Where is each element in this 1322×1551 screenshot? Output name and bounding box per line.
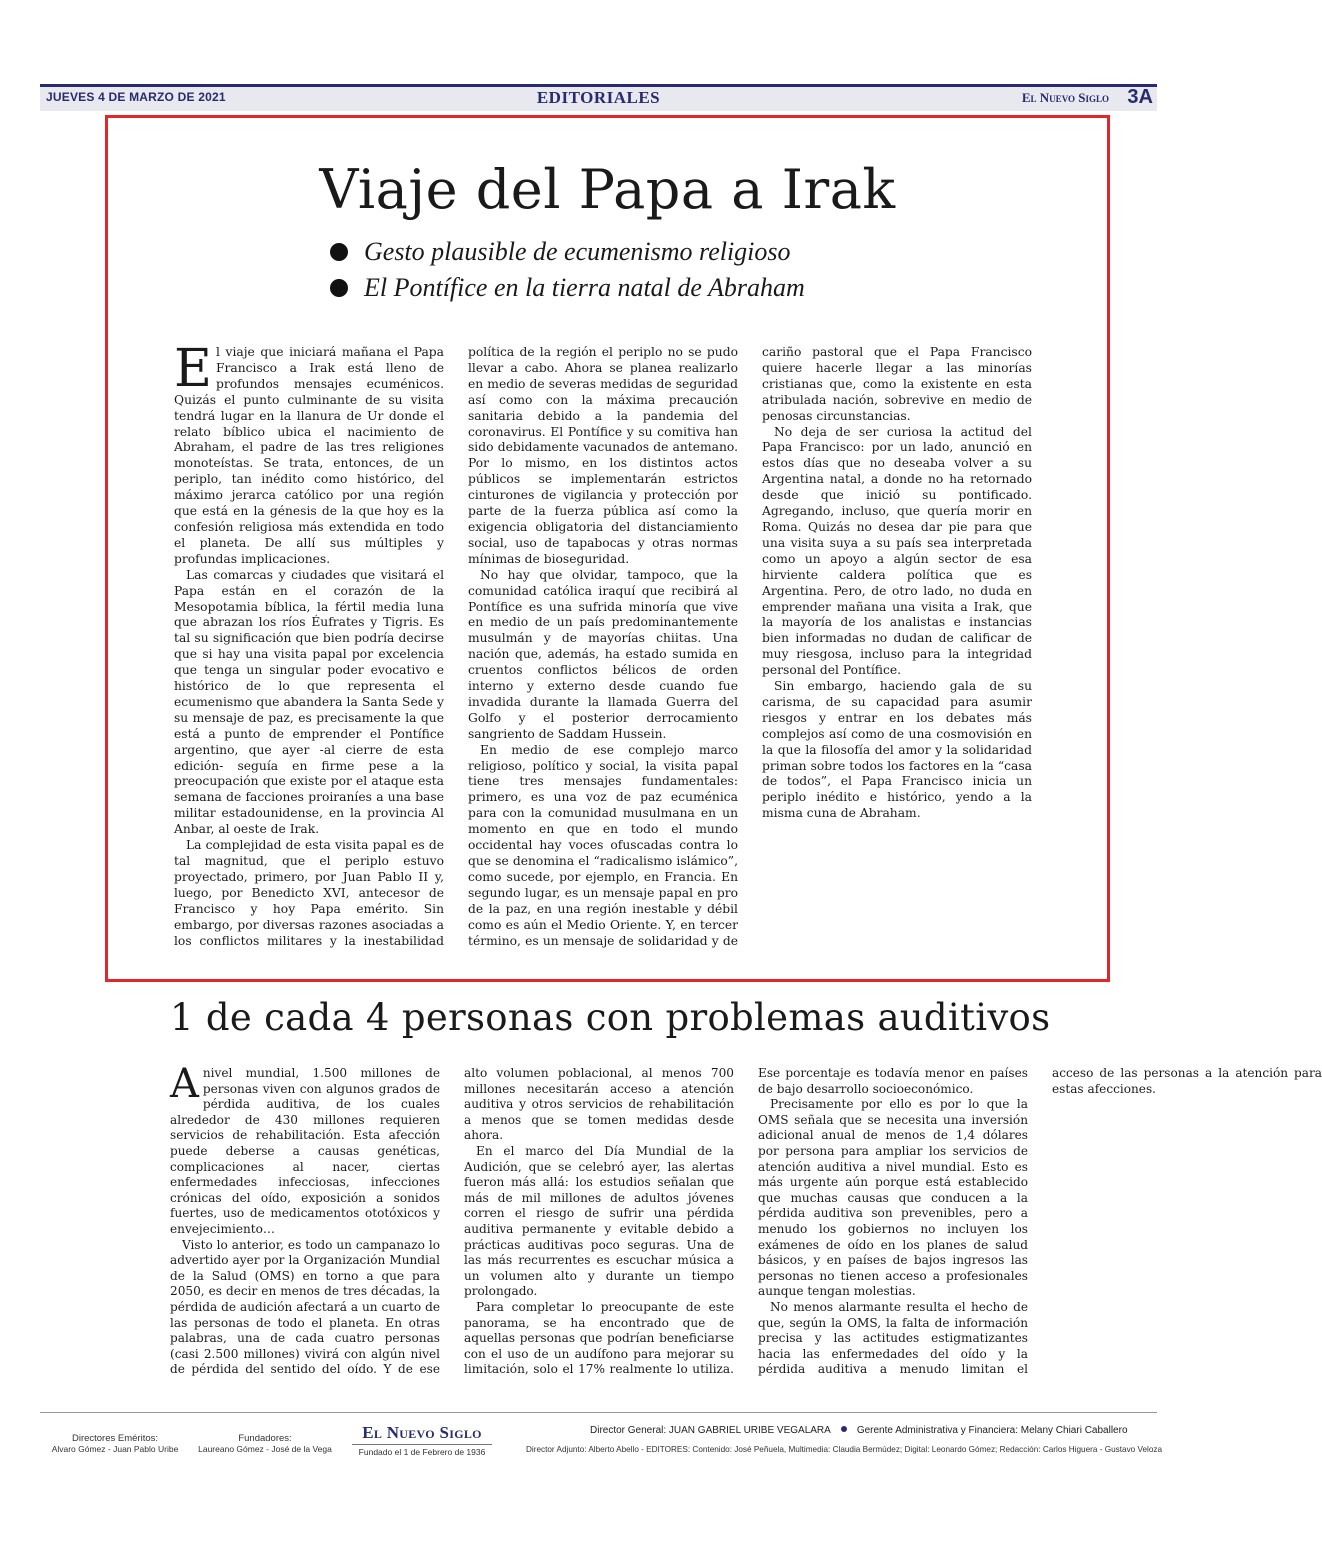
article-paragraph: Precisamente por ello es por lo que la OMS señala que se necesita una inversión adicional anual de menos de 1,4 dólares por persona para ampliar los servicios de atención auditiva a nivel mundial. Esto es más urgente aún porque está establecido que muchas causas que conducen a la pérdida auditiva son prevenibles, pero a menudo los gobiernos no incluyen los exámenes de oído en los planes de salud básicos, y en países de bajos ingresos las personas no tienen acceso a profesionales aunque tengan molestias. — [758, 1097, 1028, 1299]
editorial-bullets — [330, 234, 805, 306]
editorial-paragraph: No hay que olvidar, tampoco, que la comunidad católica iraquí que recibirá al Pontífice es una sufrida minoría que vive en medio de un país predominantemente musulmán y de mayorías chiitas. Una nación que, además, ha estado sumida en cruentos conflictos bélicos de orden interno y externo desde cuando fue invadida durante la llamada Guerra del Golfo y el posterior derrocamiento sangriento de Saddam Hussein. — [468, 567, 738, 741]
editorial-bullet-item — [330, 270, 805, 306]
director-line — [590, 1425, 1128, 1436]
editorial-paragraph: En medio de ese complejo marco religioso, político y social, la visita papal tiene tres mensajes fundamentales: primero, es una voz de paz ecuménica para con la comunidad musulmana en un momento en que en todo el mundo occidental hay voces ofuscadas contra lo que se denomina el “radicalismo islámico”, como sucede, por ejemplo, en Francia. En segundo lugar, es un mensaje papal en pro de la paz, en una región inestable y débil como es aún el Medio Oriente. Y, en tercer término, es un mensaje de solidaridad y de cariño pastoral que el Papa Francisco quiere hacerle llegar a las minorías cristianas que, como la existente en esta atribulada nación, sobrevive en medio de penosas circunstancias. — [468, 345, 1032, 948]
drop-cap: A — [170, 1061, 199, 1107]
founded-date: Fundado el 1 de Febrero de 1936 — [352, 1444, 492, 1457]
founders-label: Fundadores: — [238, 1433, 292, 1444]
article-paragraph: No menos alarmante resulta el hecho de que, según la OMS, la falta de información precisa y las actitudes estigmatizantes hacia las enfermedades del oído y la pérdida auditiva a menudo limitan el acceso de las personas a la atención para estas afecciones. — [758, 1066, 1322, 1377]
bullet-text: Gesto plausible de ecumenismo religioso — [364, 237, 791, 266]
masthead-footer — [40, 1412, 1163, 1473]
logo-text: El Nuevo Siglo — [362, 1423, 482, 1442]
bullet-icon — [330, 279, 348, 297]
article-paragraph: Anivel mundial, 1.500 millones de personas viven con algunos grados de pérdida auditiva, de los cuales alrededor de 430 millones requieren servicios de rehabilitación. Esta afección puede deberse a causas genéticas, complicaciones al nacer, ciertas enfermedades infecciosas, infecciones crónicas del oído, exposición a sonidos fuertes, uso de medicamentos ototóxicos y envejecimiento… — [170, 1061, 440, 1236]
emeritus-label: Directores Eméritos: — [71, 1433, 159, 1444]
editorial-bullet-item — [330, 234, 805, 270]
header-date: JUEVES 4 DE MARZO DE 2021 — [46, 90, 226, 104]
drop-cap: E — [174, 339, 212, 399]
director-general: Director General: JUAN GABRIEL URIBE VEGALARA — [590, 1425, 831, 1436]
header-page-number: 3A — [1127, 86, 1153, 108]
emeritus-names: Alvaro Gómez - Juan Pablo Uribe — [51, 1444, 179, 1454]
header-section: EDITORIALES — [536, 88, 661, 107]
emeritus-directors — [40, 1433, 190, 1454]
editorial-paragraph: Sin embargo, haciendo gala de su carisma, de su capacidad para asumir riesgos y entrar en los debates más complejos así como de una cosmovisión en la que la filosofía del amor y la solidaridad priman sobre todos los factores en la “casa de todos”, el Papa Francisco inicia un periplo inédito e histórico, yendo a la misma cuna de Abraham. — [762, 679, 1032, 821]
founders-names: Laureano Gómez - José de la Vega — [198, 1444, 332, 1454]
separator-dot-icon — [841, 1426, 847, 1432]
editorial-frame — [105, 115, 1110, 982]
article-paragraph: En el marco del Día Mundial de la Audición, que se celebró ayer, las alertas fueron más allá: los estudios señalan que más de mil millones de adultos jóvenes corren el riesgo de sufrir una pérdida auditiva permanente y evitable debido a prácticas auditivas poco seguras. Una de las más recurrentes es escuchar música a un volumen alto y durante un tiempo prolongado. — [464, 1143, 734, 1299]
article-paragraph: Para completar lo preocupante de este panorama, se ha encontrado que de aquellas personas que podrían beneficiarse con el uso de un audífono para mejorar su limitación, solo el 17% realmente lo utiliza. Ese porcentaje es todavía menor en países de bajo desarrollo socioeconómico. — [464, 1066, 1028, 1377]
editorial-paragraph: El viaje que iniciará mañana el Papa Francisco a Irak está lleno de profundos mensajes ecuménicos. Quizás el punto culminante de su visita tendrá lugar en la llanura de Ur donde el relato bíblico ubica el nacimiento de Abraham, el padre de las tres religiones monoteístas. Se trata, entonces, de un periplo, tan inédito como histórico, del máximo jerarca católico por una región que está en la génesis de la que hoy es la confesión religiosa más extendida en todo el planeta. De allí sus múltiples y profundas implicaciones. — [174, 339, 444, 566]
editorial-staff: Director Adjunto: Alberto Abello - EDITORES: Contenido: José Peñuela, Multimedia: Claudia Bermúdez; Digital: Leonardo Gómez; Redacción: Carlos Higuera - Gustavo Veloza — [526, 1445, 1163, 1454]
article-paragraph: Visto lo anterior, es todo un campanazo lo advertido ayer por la Organización Mundial de la Salud (OMS) en torno a que para 2050, es decir en menos de tres décadas, la pérdida de audición afectará a un cuarto de las personas de todo el planeta. En otras palabras, una de cada cuatro personas (casi 2.500 millones) vivirá con algún nivel de pérdida del sentido del oído. Y de ese alto volumen poblacional, al menos 700 millones necesitarán acceso a atención auditiva y otros servicios de rehabilitación a menos que se tomen medidas desde ahora. — [170, 1066, 734, 1377]
article-body — [170, 1061, 1322, 1384]
header-newspaper-name: El Nuevo Siglo — [1021, 90, 1109, 105]
founders — [190, 1433, 340, 1454]
editorial-paragraph: Las comarcas y ciudades que visitará el Papa están en el corazón de la Mesopotamia bíblica, la fértil media luna que abrazan los ríos Éufrates y Tigris. Es tal su significación que bien podría decirse que si hay una visita papal por excelencia que tenga un singular poder evocativo e histórico de lo que representa el ecumenismo que abandera la Santa Sede y su mensaje de paz, es precisamente la que está a punto de emprender el Pontífice argentino, que ayer -al cierre de esta edición- seguía en firme pese a la preocupación que existe por el ataque esta semana de facciones proiraníes a una base militar estadounidense, en la provincia Al Anbar, al oeste de Irak. — [174, 567, 444, 837]
editorial-paragraph: No deja de ser curiosa la actitud del Papa Francisco: por un lado, anunció en estos días que no deseaba volver a su Argentina natal, a donde no ha retornado desde que inició su pontificado. Agregando, incluso, que quería morir en Roma. Quizás no desea dar pie para que una visita suya a su país sea interpretada como un apoyo a algún sector de esa hirviente caldera política que es Argentina. Pero, de otro lado, no duda en emprender mañana una visita a Irak, que la mayoría de los analistas e instancias bien informadas no dudan de calificar de muy riesgosa, incluso para la integridad personal del Pontífice. — [762, 424, 1032, 678]
bullet-icon — [330, 243, 348, 261]
administrative-manager: Gerente Administrativa y Financiera: Melany Chiari Caballero — [856, 1425, 1128, 1436]
bullet-text: El Pontífice en la tierra natal de Abraham — [364, 273, 805, 302]
newspaper-logo — [352, 1423, 492, 1457]
article-title: 1 de cada 4 personas con problemas auditivos — [170, 996, 1051, 1039]
editorial-paragraph: La complejidad de esta visita papal es de tal magnitud, que el periplo estuvo proyectado, primero, por Juan Pablo II y, luego, por Benedicto XVI, antecesor de Francisco y hoy Papa emérito. Sin embargo, por diversas razones asociadas a los conflictos militares y la inestabilidad política de la región el periplo no se pudo llevar a cabo. Ahora se planea realizarlo en medio de severas medidas de seguridad así como con la máxima precaución sanitaria debido a la pandemia del coronavirus. El Pontífice y su comitiva han sido debidamente vacunados de antemano. Por lo mismo, en los distintos actos públicos se implementarán estrictos cinturones de vigilancia y protección por parte de la fuerza pública así como la exigencia obligatoria del distanciamiento social, uso de tapabocas y otras normas mínimas de bioseguridad. — [174, 345, 738, 948]
editorial-title: Viaje del Papa a Irak — [319, 158, 896, 221]
page-header — [40, 84, 1157, 111]
editorial-body — [174, 339, 1032, 965]
